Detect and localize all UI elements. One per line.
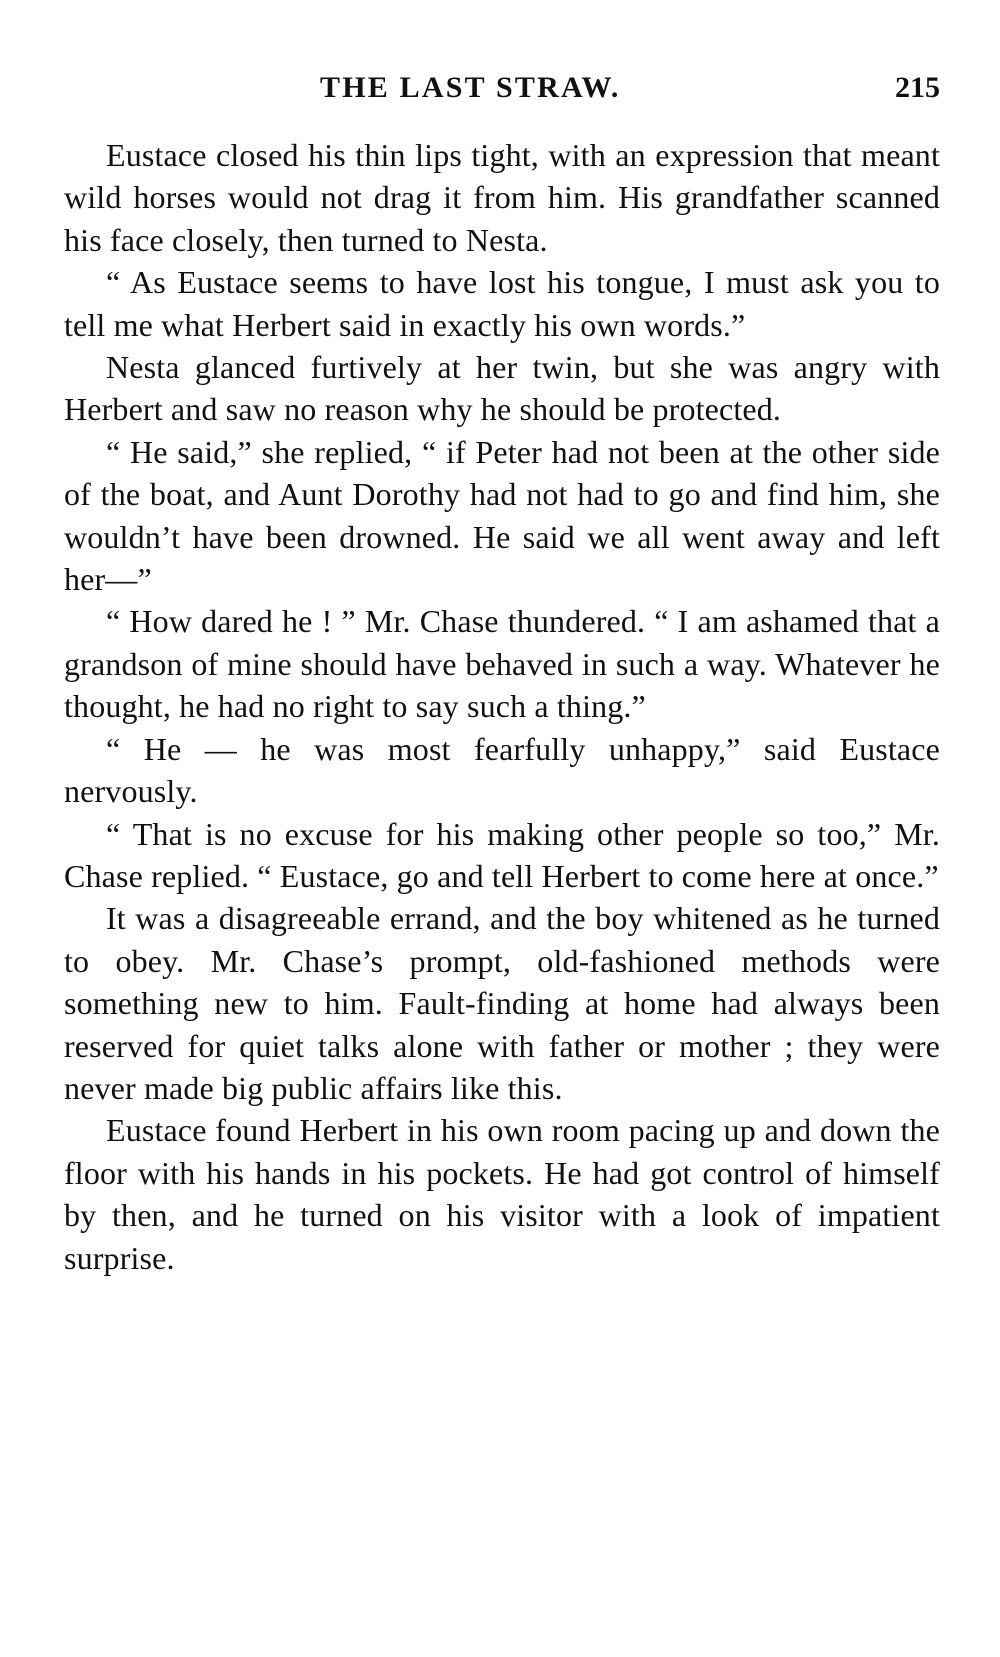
body-text <box>64 134 940 1279</box>
paragraph-6: “ He — he was most fearfully unhappy,” said Eustace nervously. <box>64 730 940 810</box>
paragraph-5: “ How dared he ! ” Mr. Chase thundered. “ I am ashamed that a grandson of mine should have behaved in such a way. Whatever he thought, he had no right to say such a thing.” <box>64 603 940 725</box>
paragraph-4: “ He said,” she replied, “ if Peter had not been at the other side of the boat, and Aunt Dorothy had not had to go and find him, she wouldn’t have been drowned. He said we all went away and left her—” <box>64 433 940 598</box>
paragraph-3: Nesta glanced furtively at her twin, but she was angry with Herbert and saw no reason why he should be protected. <box>64 349 940 428</box>
paragraph-8: It was a disagreeable errand, and the boy whitened as he turned to obey. Mr. Chase’s prompt, old-fashioned methods were something new to him. Fault-finding at home had always been reserved for quiet talks alone with father or mother ; they were never made big public affairs like this. <box>64 900 940 1106</box>
paragraph-9: Eustace found Herbert in his own room pacing up and down the floor with his hands in his pockets. He had got control of himself by then, and he turned on his visitor with a look of impatient surprise. <box>64 1112 940 1276</box>
paragraph-2: “ As Eustace seems to have lost his tongue, I must ask you to tell me what Herbert said in exactly his own words.” <box>64 264 940 343</box>
book-page <box>64 62 940 1279</box>
running-title: THE LAST STRAW. <box>320 71 621 104</box>
page-number: 215 <box>895 71 940 104</box>
running-header <box>64 62 940 114</box>
paragraph-7: “ That is no excuse for his making other people so too,” Mr. Chase replied. “ Eustace, go and tell Herbert to come here at once.” <box>64 815 940 894</box>
paragraph-1: Eustace closed his thin lips tight, with an expression that meant wild horses would not drag it from him. His grandfather scanned his face closely, then turned to Nesta. <box>64 137 940 258</box>
